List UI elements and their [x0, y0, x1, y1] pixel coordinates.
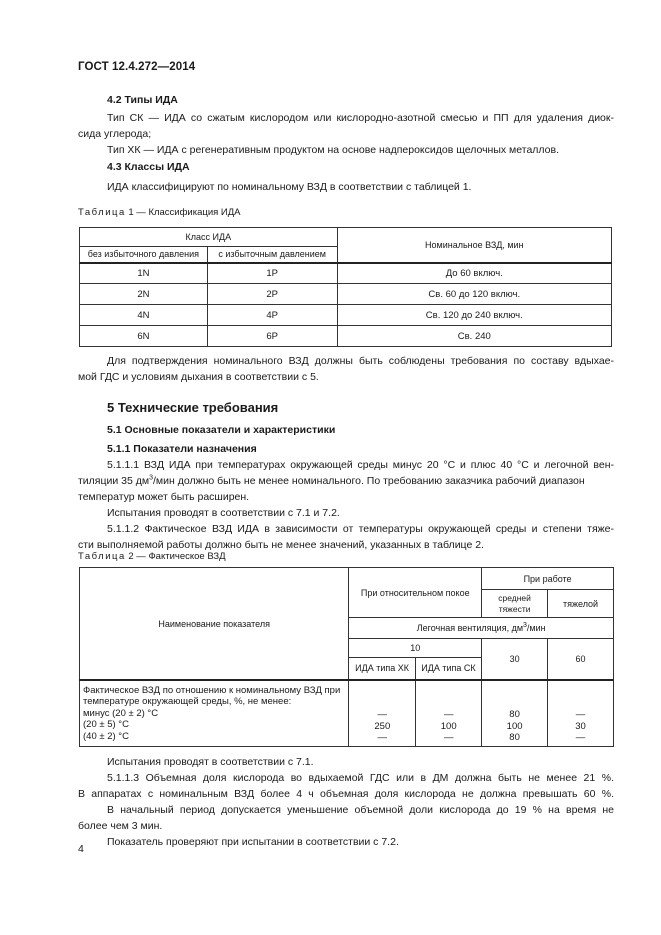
s5-text: /мин должно быть не менее номинального. По требованию заказчика рабочий диапазон — [153, 475, 585, 487]
t2-cell: — — [575, 709, 586, 720]
t2-body-line: температуре окружающей среды, %, не менее: — [83, 696, 292, 707]
t2-header-vent — [349, 618, 614, 639]
t2-body-line: Фактическое ВЗД по отношению к номинальному ВЗД при — [83, 684, 341, 696]
t2-cell: 100 — [506, 720, 523, 732]
t1-cell: 2N — [80, 284, 208, 305]
t1-header-with-pressure: с избыточным давлением — [207, 247, 337, 263]
t2-header-rest: При относительном покое — [349, 568, 482, 618]
after2-line: Испытания проводят в соответствии с 7.1. — [107, 756, 314, 768]
t2-header-xk: ИДА типа ХК — [349, 658, 415, 679]
t1-cell: Св. 240 — [337, 326, 611, 347]
t2-cell: 80 — [509, 709, 520, 720]
s5-line: Испытания проводят в соответствии с 7.1 и 7.2. — [107, 507, 340, 519]
table-row — [80, 284, 612, 305]
table2-caption-text: 2 — Фактическое ВЗД — [125, 551, 226, 562]
after1-line: Для подтверждения номинального ВЗД должны быть соблюдены требования по составу вдыхае- — [107, 355, 614, 367]
t1-header-no-pressure: без избыточного давления — [80, 247, 208, 263]
t1-cell: 2P — [207, 284, 337, 305]
t2-cell: 30 — [575, 720, 586, 732]
t2-header-heavy: тяжелой — [548, 590, 614, 618]
document-header: ГОСТ 12.4.272—2014 — [78, 61, 196, 73]
after1-line: мой ГДС и условиям дыхания в соответствии с 5. — [78, 371, 319, 383]
t2-header-ck: ИДА типа СК — [421, 663, 476, 673]
t2-cell: — — [443, 709, 454, 720]
t2-vent-text: /мин — [526, 623, 546, 633]
table1-caption-word: Таблица — [78, 207, 126, 218]
t1-header-nominal: Номинальное ВЗД, мин — [337, 228, 611, 263]
table2-caption-word: Таблица — [78, 551, 126, 562]
t2-body-name — [80, 680, 349, 746]
t2-v60: 60 — [548, 639, 614, 681]
after2-line: более чем 3 мин. — [78, 820, 163, 832]
after2-line: В начальный период допускается уменьшение объемной доли кислорода до 19 % на время не — [107, 804, 614, 816]
section-5-1-1-title: 5.1.1 Показатели назначения — [107, 443, 257, 455]
s5-sup: 3 — [149, 474, 153, 482]
s5-text: тиляции 35 дм — [78, 475, 150, 487]
t2-vent-text: Легочная вентиляция, дм — [416, 623, 524, 633]
section-5-title: 5 Технические требования — [107, 400, 279, 415]
section-4-2-title: 4.2 Типы ИДА — [107, 94, 178, 106]
t1-cell: 6P — [207, 326, 337, 347]
t2-body-line: (20 ± 5) °С — [83, 719, 129, 730]
t2-vent-sup: 3 — [523, 622, 527, 629]
t1-cell: 1P — [207, 263, 337, 284]
section-4-3-title: 4.3 Классы ИДА — [107, 161, 190, 173]
section-5-1-title: 5.1 Основные показатели и характеристики — [107, 424, 336, 436]
t1-cell: Св. 120 до 240 включ. — [337, 305, 611, 326]
s5-line-with-sup — [78, 473, 614, 489]
t2-cell: — — [443, 732, 454, 743]
t2-cell: — — [377, 732, 388, 743]
t1-cell: 4P — [207, 305, 337, 326]
s42-line: Тип ХК — ИДА с регенеративным продуктом на основе надпероксидов щелочных металлов. — [107, 144, 560, 156]
t2-header-medium: средней тяжести — [482, 590, 548, 618]
table-row — [80, 305, 612, 326]
s5-line: 5.1.1.1 ВЗД ИДА при температурах окружающей среды минус 20 °С и плюс 40 °С и легочной вен- — [107, 459, 614, 471]
t2-cell: — — [575, 732, 586, 743]
t2-col-ck — [416, 680, 482, 746]
table1-caption-text: 1 — Классификация ИДА — [125, 207, 241, 218]
after2-line: Показатель проверяют при испытании в соответствии с 7.2. — [107, 836, 399, 848]
t2-col-60 — [548, 680, 614, 746]
table-row — [80, 326, 612, 347]
s42-line: Тип СК — ИДА со сжатым кислородом или кислородно-азотной смесью и ПП для удаления диок- — [107, 112, 614, 124]
t2-header-work: При работе — [482, 568, 614, 590]
table1-caption — [78, 207, 241, 218]
t2-cell: 100 — [440, 720, 457, 732]
t1-header-class: Класс ИДА — [80, 228, 338, 247]
table-row — [80, 263, 612, 284]
after2-line: В аппаратах с номинальным ВЗД более 4 ч объемная доля кислорода не должна превышать 60 %. — [78, 788, 614, 800]
t2-header-name: Наименование показателя — [80, 568, 349, 681]
t2-types — [349, 658, 481, 679]
t2-v10: 10 — [349, 639, 481, 658]
t2-body-line: (40 ± 2) °С — [83, 730, 129, 742]
t1-cell: 1N — [80, 263, 208, 284]
page-number: 4 — [78, 843, 84, 855]
t2-col-30 — [482, 680, 548, 746]
t1-cell: 4N — [80, 305, 208, 326]
t1-cell: 6N — [80, 326, 208, 347]
s5-line: 5.1.1.2 Фактическое ВЗД ИДА в зависимости от температуры окружающей среды и степени тяже- — [107, 523, 614, 535]
t2-body-line: минус (20 ± 2) °С — [83, 707, 159, 719]
t1-cell: До 60 включ. — [337, 263, 611, 284]
t2-header-10 — [349, 639, 482, 681]
table-row — [80, 680, 614, 746]
t2-cell: 250 — [374, 720, 391, 732]
actual-time-table — [79, 567, 614, 747]
s42-line: сида углерода; — [78, 128, 152, 140]
s43-line: ИДА классифицируют по номинальному ВЗД в соответствии с таблицей 1. — [107, 181, 472, 193]
classification-table — [79, 227, 612, 347]
t2-cell: — — [377, 709, 388, 720]
t2-cell: 80 — [509, 732, 520, 743]
t1-cell: Св. 60 до 120 включ. — [337, 284, 611, 305]
s5-line: температур может быть расширен. — [78, 491, 250, 503]
after2-line: 5.1.1.3 Объемная доля кислорода во вдыхаемой ГДС или в ДМ должна быть не менее 21 %. — [107, 772, 614, 784]
table2-caption — [78, 551, 226, 562]
t2-v30: 30 — [482, 639, 548, 681]
s5-line: сти выполняемой работы должно быть не менее значений, указанных в таблице 2. — [78, 539, 484, 551]
t2-col-xk — [349, 680, 416, 746]
